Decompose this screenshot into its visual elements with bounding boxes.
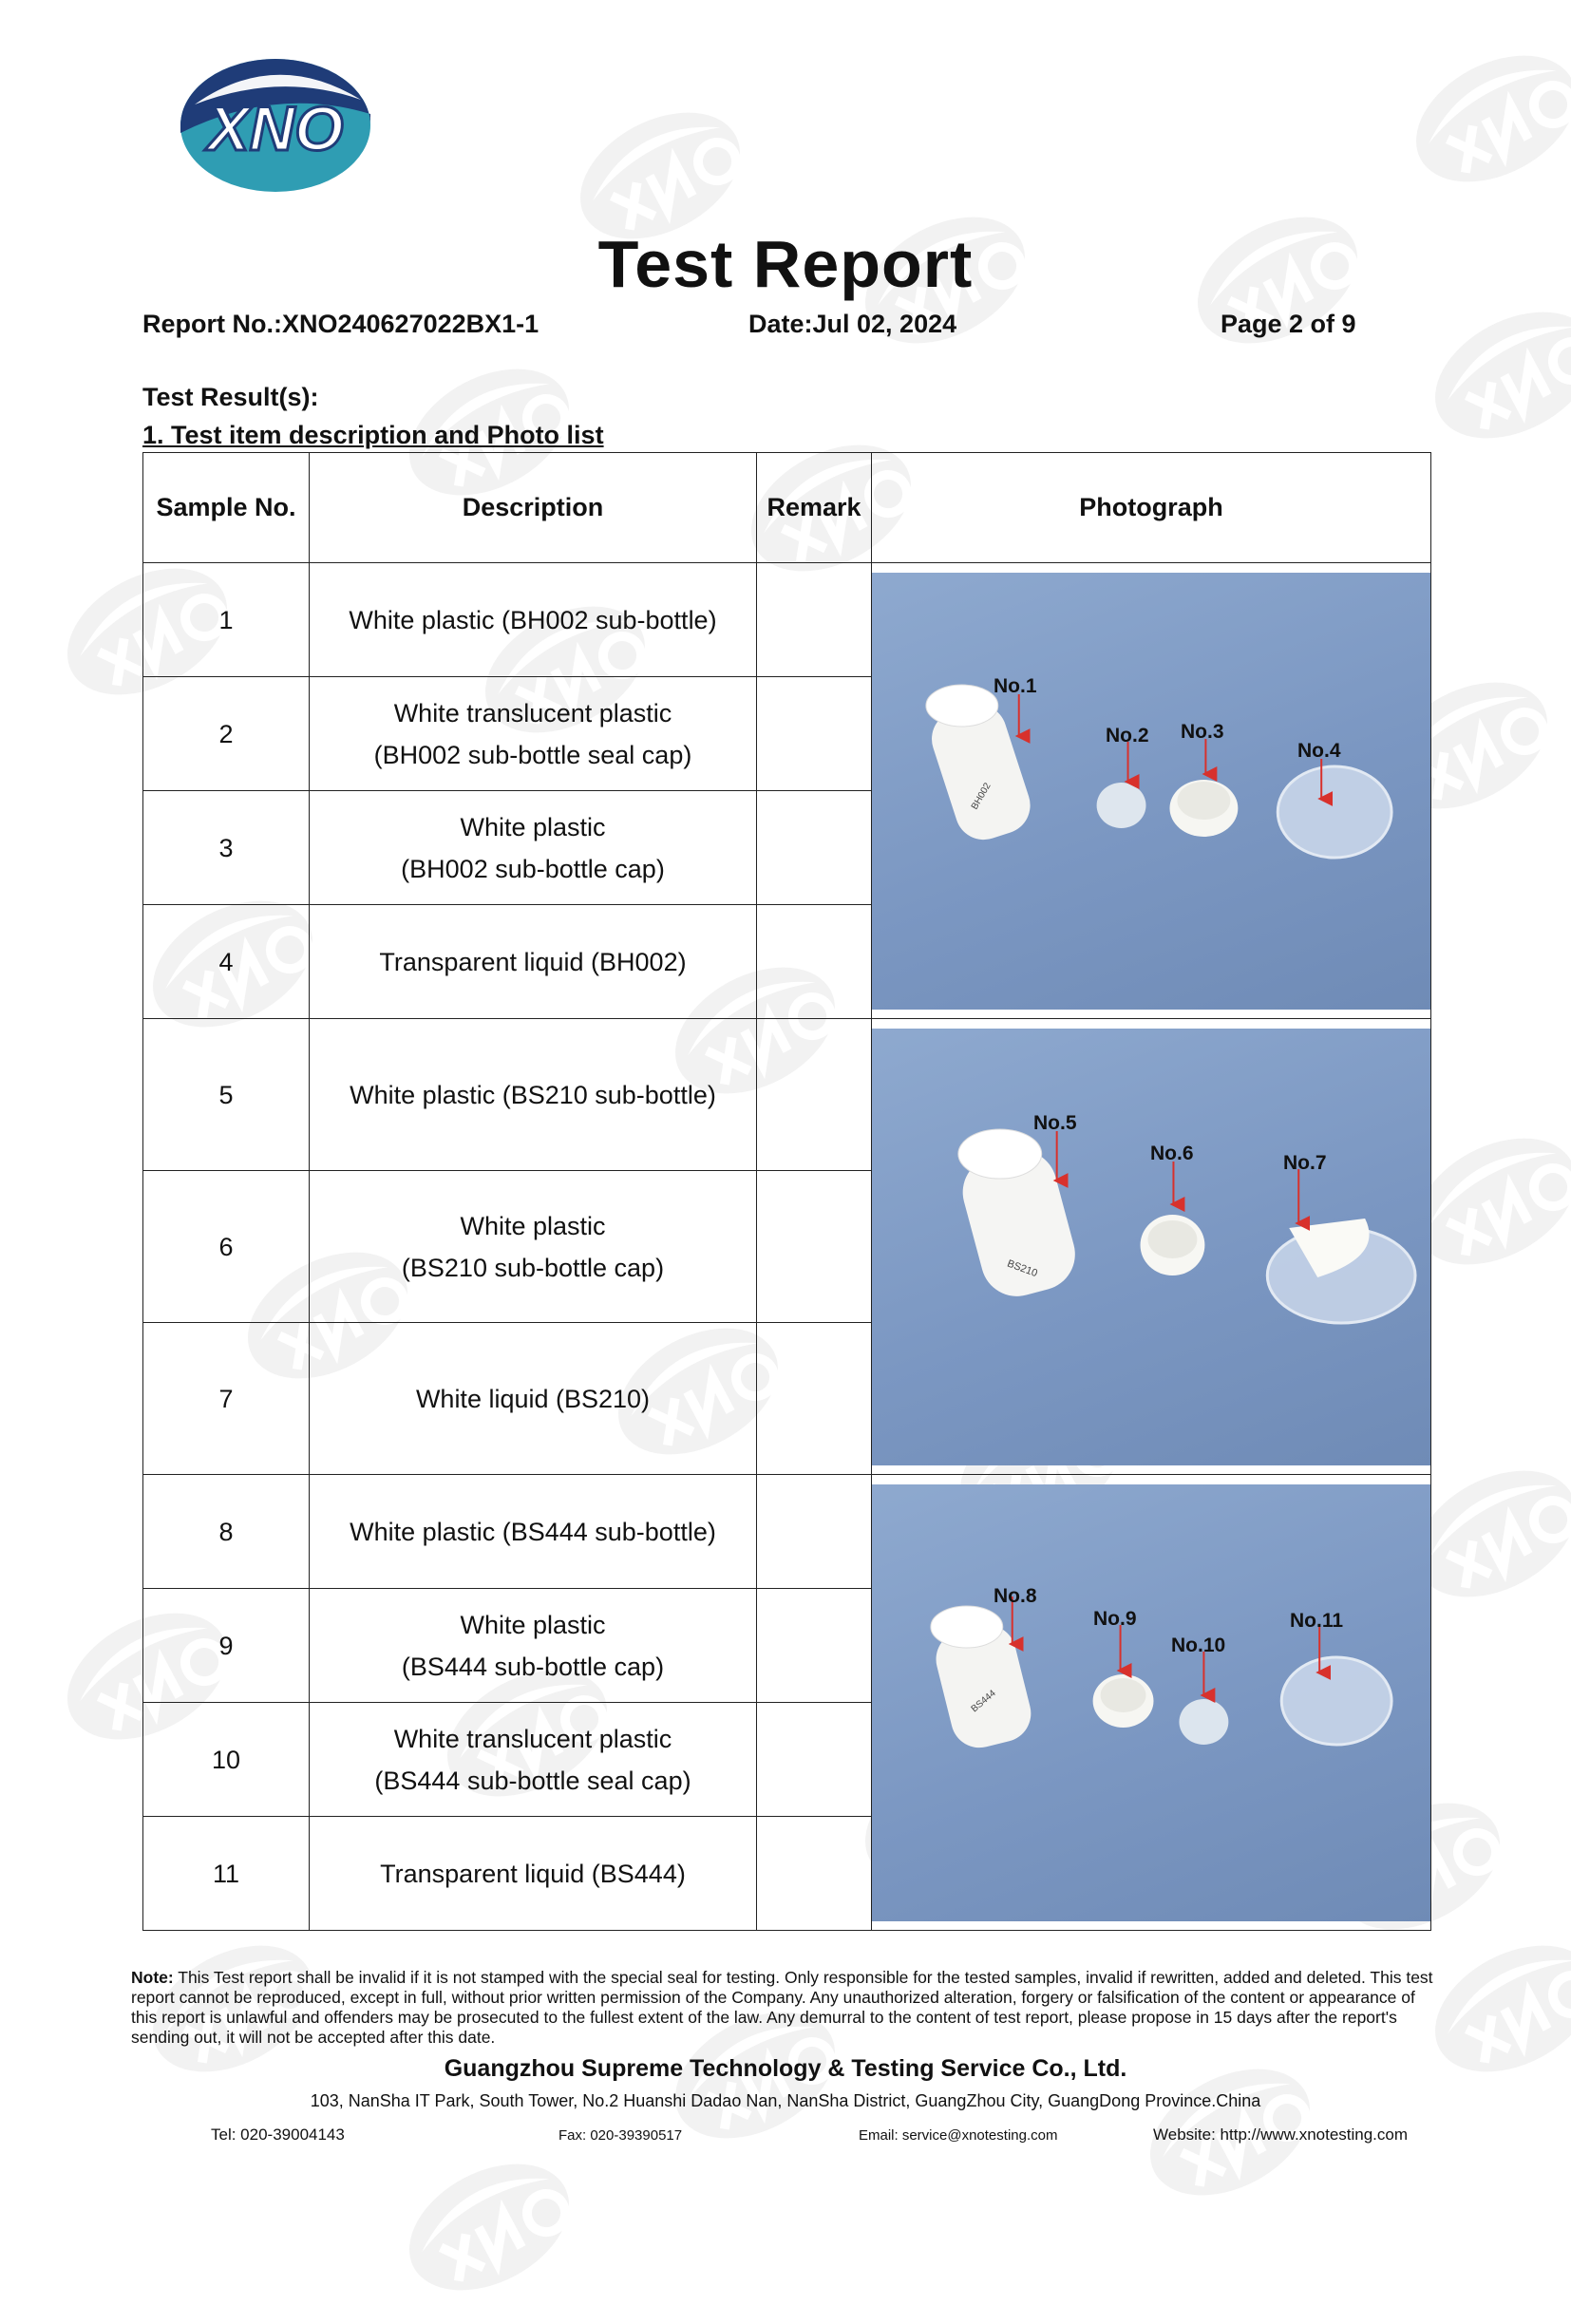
email-link[interactable]: Email: service@xnotesting.com — [859, 2127, 1058, 2144]
description — [310, 1475, 757, 1589]
description-line: White translucent plastic — [393, 698, 672, 727]
sample-photo-3 — [872, 1484, 1430, 1921]
description — [310, 563, 757, 677]
sample-no: 9 — [143, 1589, 310, 1703]
description — [310, 1323, 757, 1475]
description-line: White plastic — [460, 1610, 606, 1639]
description-line: White plastic (BS444 sub-bottle) — [350, 1517, 716, 1546]
photo-label: No.11 — [1290, 1609, 1344, 1632]
page-title: Test Report — [597, 227, 974, 301]
description-line: White plastic — [460, 812, 606, 841]
note-text: This Test report shall be invalid if it is not stamped with the special seal for testing. Only responsible for the tested samples, invalid if rewritten, added and deleted. This test report cannot be reproduced, except in full, without prior written permission of the Company. Any unauthorized alteration, forgery or falsification of the content or appearance of this report is unlawful and offenders may be prosecuted to the fullest extent of the law. Any demurral to the content of test report, please propose in 15 days after the report's sending out, it will not be accepted after this date. — [131, 1968, 1433, 2047]
sample-no: 2 — [143, 677, 310, 791]
sample-no: 4 — [143, 905, 310, 1019]
photo-drawing — [872, 1029, 1430, 1465]
watermark-logo-icon — [381, 2130, 598, 2324]
photograph-cell — [872, 1475, 1431, 1931]
company-address: 103, NanSha IT Park, South Tower, No.2 Huanshi Dadao Nan, NanSha District, GuangZhou City, GuangDong Province.China — [310, 2091, 1261, 2110]
photo-drawing — [872, 573, 1430, 1010]
logo-text: XNO — [207, 93, 344, 163]
description-line: White plastic — [460, 1211, 606, 1240]
description — [310, 791, 757, 905]
sample-photo-2 — [872, 1029, 1430, 1465]
description-line: White liquid (BS210) — [415, 1384, 651, 1413]
remark — [757, 1171, 872, 1323]
description — [310, 1171, 757, 1323]
description-line: Transparent liquid (BH002) — [379, 947, 687, 976]
remark — [757, 677, 872, 791]
watermark-logo-icon — [1407, 278, 1571, 472]
remark — [757, 1323, 872, 1475]
bottle-text: BH002 — [969, 781, 994, 812]
bottle-text: BS210 — [1005, 1257, 1039, 1279]
sample-photo-1 — [872, 573, 1430, 1010]
description — [310, 677, 757, 791]
photo-label: No.6 — [1150, 1142, 1194, 1164]
photo-label: No.4 — [1297, 739, 1341, 762]
remark — [757, 1703, 872, 1817]
photograph-cell — [872, 563, 1431, 1019]
company-name: Guangzhou Supreme Technology & Testing Service Co., Ltd. — [444, 2055, 1127, 2082]
remark — [757, 905, 872, 1019]
section-heading: Test Result(s): — [142, 383, 319, 411]
legal-note — [131, 1968, 1442, 2048]
watermark-logo-icon — [1388, 22, 1571, 216]
website-link[interactable]: Website: http://www.xnotesting.com — [1153, 2126, 1409, 2144]
photo-label: No.3 — [1181, 720, 1224, 743]
description-line: (BH002 sub-bottle seal cap) — [373, 740, 692, 769]
remark — [757, 1019, 872, 1171]
column-header: Remark — [757, 453, 872, 563]
remark — [757, 563, 872, 677]
sample-no: 8 — [143, 1475, 310, 1589]
telephone: Tel: 020-39004143 — [211, 2126, 345, 2144]
sample-no: 10 — [143, 1703, 310, 1817]
description-line: (BS444 sub-bottle cap) — [401, 1652, 665, 1681]
sample-no: 1 — [143, 563, 310, 677]
description — [310, 1817, 757, 1931]
remark — [757, 791, 872, 905]
report-date: Date:Jul 02, 2024 — [748, 310, 957, 338]
photo-drawing — [872, 1484, 1430, 1921]
description-line: (BS444 sub-bottle seal cap) — [374, 1766, 691, 1795]
table-row — [143, 563, 1431, 677]
sample-no: 3 — [143, 791, 310, 905]
company-logo — [176, 57, 375, 199]
description-line: White translucent plastic — [393, 1724, 672, 1753]
photograph-cell — [872, 1019, 1431, 1475]
description-line: White plastic (BS210 sub-bottle) — [350, 1080, 716, 1109]
photo-label: No.8 — [994, 1584, 1037, 1607]
sample-no: 7 — [143, 1323, 310, 1475]
photo-label: No.2 — [1106, 724, 1149, 746]
remark — [757, 1589, 872, 1703]
column-header: Description — [310, 453, 757, 563]
photo-label: No.10 — [1171, 1634, 1226, 1656]
sample-no: 6 — [143, 1171, 310, 1323]
report-number: Report No.:XNO240627022BX1-1 — [142, 310, 539, 338]
page-number: Page 2 of 9 — [1221, 310, 1356, 338]
description — [310, 905, 757, 1019]
column-header: Photograph — [872, 453, 1431, 563]
remark — [757, 1475, 872, 1589]
remark — [757, 1817, 872, 1931]
description — [310, 1703, 757, 1817]
column-header: Sample No. — [143, 453, 310, 563]
fax: Fax: 020-39390517 — [558, 2127, 683, 2144]
sample-no: 5 — [143, 1019, 310, 1171]
table-row — [143, 1475, 1431, 1589]
description-line: Transparent liquid (BS444) — [380, 1859, 686, 1888]
description — [310, 1019, 757, 1171]
photo-label: No.7 — [1283, 1151, 1327, 1174]
description-line: White plastic (BH002 sub-bottle) — [349, 605, 717, 634]
description — [310, 1589, 757, 1703]
description-line: (BH002 sub-bottle cap) — [401, 854, 665, 883]
sample-no: 11 — [143, 1817, 310, 1931]
section-subheading: 1. Test item description and Photo list — [142, 421, 604, 449]
note-label: Note: — [131, 1968, 174, 1987]
bottle-text: BS444 — [969, 1688, 998, 1714]
photo-label: No.1 — [994, 674, 1037, 697]
table-header-row — [143, 453, 1431, 563]
photo-label: No.9 — [1093, 1607, 1137, 1630]
photo-label: No.5 — [1033, 1111, 1077, 1134]
description-line: (BS210 sub-bottle cap) — [401, 1253, 665, 1282]
table-row — [143, 1019, 1431, 1171]
sample-table — [142, 452, 1431, 1931]
